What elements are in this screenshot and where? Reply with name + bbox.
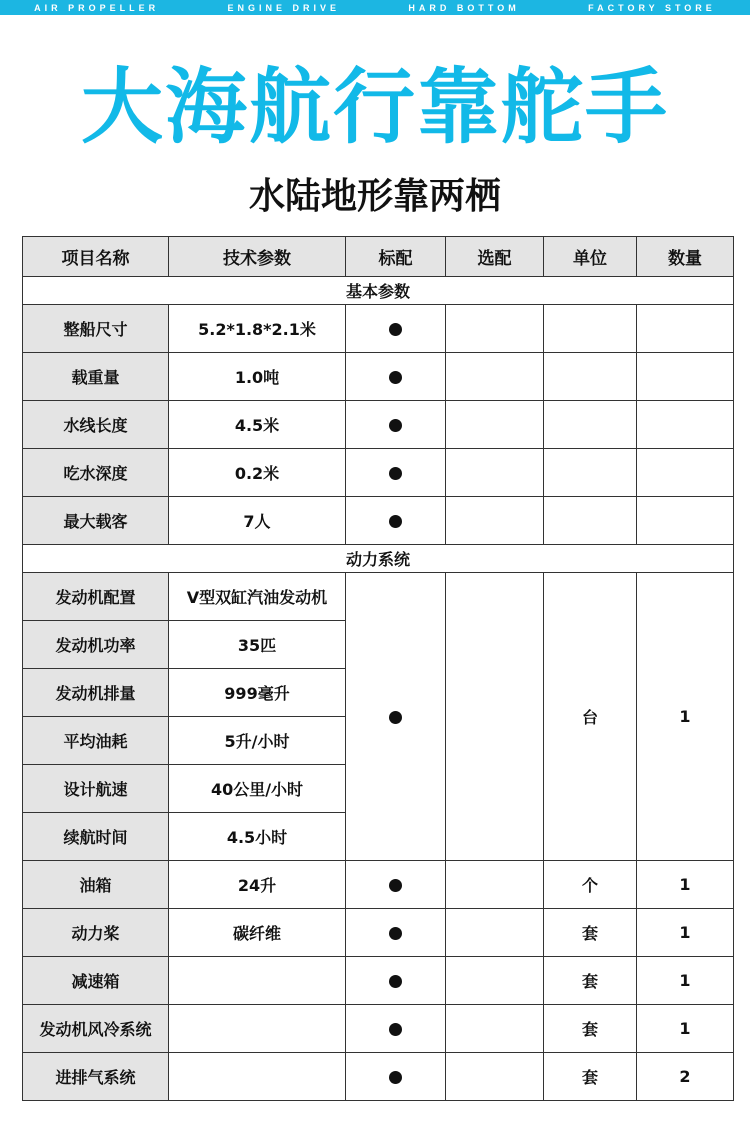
cell-qty: 2: [637, 1053, 734, 1101]
cell-name: 设计航速: [23, 765, 169, 813]
cell-unit: [544, 449, 637, 497]
standard-dot-icon: [389, 927, 402, 940]
cell-standard: [346, 401, 446, 449]
cell-optional: [446, 957, 544, 1005]
cell-unit: [544, 305, 637, 353]
cell-optional: [446, 497, 544, 545]
section-row-power: [23, 545, 734, 573]
cell-standard: [346, 497, 446, 545]
cell-unit: [544, 353, 637, 401]
cell-optional: [446, 353, 544, 401]
table-row: [23, 449, 734, 497]
cell-unit: 个: [544, 861, 637, 909]
cell-name: 水线长度: [23, 401, 169, 449]
cell-spec: 0.2米: [169, 449, 346, 497]
cell-unit-merged: 台: [544, 573, 637, 861]
standard-dot-icon: [389, 879, 402, 892]
cell-name: 最大载客: [23, 497, 169, 545]
cell-qty: 1: [637, 957, 734, 1005]
cell-spec: [169, 1005, 346, 1053]
banner-text-factory-store: FACTORY STORE: [588, 2, 716, 13]
table-row: [23, 957, 734, 1005]
cell-qty: [637, 401, 734, 449]
top-banner: [0, 0, 750, 15]
banner-text-air-propeller: AIR PROPELLER: [34, 2, 160, 13]
cell-spec: 7人: [169, 497, 346, 545]
cell-qty: [637, 305, 734, 353]
standard-dot-icon: [389, 515, 402, 528]
cell-name: 油箱: [23, 861, 169, 909]
cell-standard: [346, 353, 446, 401]
standard-dot-icon: [389, 419, 402, 432]
cell-standard: [346, 449, 446, 497]
cell-name: 发动机风冷系统: [23, 1005, 169, 1053]
standard-dot-icon: [389, 975, 402, 988]
cell-standard: [346, 1005, 446, 1053]
cell-standard: [346, 957, 446, 1005]
cell-spec: 35匹: [169, 621, 346, 669]
section-row-basic: [23, 277, 734, 305]
cell-unit: [544, 401, 637, 449]
cell-spec: 碳纤维: [169, 909, 346, 957]
table-row: [23, 1053, 734, 1101]
cell-name: 整船尺寸: [23, 305, 169, 353]
spec-table: [22, 236, 734, 1101]
table-row: [23, 909, 734, 957]
cell-unit: 套: [544, 909, 637, 957]
table-row: [23, 353, 734, 401]
cell-spec: 999毫升: [169, 669, 346, 717]
cell-optional: [446, 909, 544, 957]
cell-qty: 1: [637, 909, 734, 957]
sub-title: 水陆地形靠两栖: [248, 176, 501, 217]
section-title-basic: 基本参数: [23, 277, 734, 305]
cell-name: 续航时间: [23, 813, 169, 861]
cell-name: 发动机排量: [23, 669, 169, 717]
standard-dot-icon: [389, 467, 402, 480]
banner-text-engine-drive: ENGINE DRIVE: [227, 2, 341, 13]
cell-unit: 套: [544, 1005, 637, 1053]
cell-qty: 1: [637, 861, 734, 909]
table-row: [23, 573, 734, 621]
cell-spec: 4.5米: [169, 401, 346, 449]
banner-text-hard-bottom: HARD BOTTOM: [408, 2, 520, 13]
cell-name: 载重量: [23, 353, 169, 401]
table-row: [23, 401, 734, 449]
cell-name: 发动机配置: [23, 573, 169, 621]
cell-optional: [446, 305, 544, 353]
cell-qty: 1: [637, 1005, 734, 1053]
cell-name: 减速箱: [23, 957, 169, 1005]
cell-optional: [446, 401, 544, 449]
cell-spec: 5.2*1.8*2.1米: [169, 305, 346, 353]
cell-unit: [544, 497, 637, 545]
header-qty: 数量: [637, 237, 734, 277]
standard-dot-icon: [389, 1071, 402, 1084]
cell-unit: 套: [544, 957, 637, 1005]
cell-qty: [637, 497, 734, 545]
header-optional: 选配: [446, 237, 544, 277]
cell-spec: [169, 1053, 346, 1101]
cell-standard-merged: [346, 573, 446, 861]
cell-spec: [169, 957, 346, 1005]
table-row: [23, 1005, 734, 1053]
header-spec: 技术参数: [169, 237, 346, 277]
cell-standard: [346, 909, 446, 957]
cell-name: 平均油耗: [23, 717, 169, 765]
table-header-row: [23, 237, 734, 277]
cell-standard: [346, 305, 446, 353]
header-unit: 单位: [544, 237, 637, 277]
cell-name: 吃水深度: [23, 449, 169, 497]
cell-name: 进排气系统: [23, 1053, 169, 1101]
standard-dot-icon: [389, 371, 402, 384]
standard-dot-icon: [389, 323, 402, 336]
cell-qty: [637, 449, 734, 497]
cell-spec: V型双缸汽油发动机: [169, 573, 346, 621]
table-row: [23, 305, 734, 353]
cell-optional: [446, 449, 544, 497]
table-row: [23, 497, 734, 545]
table-row: [23, 861, 734, 909]
main-title: 大海航行靠舵手: [80, 60, 669, 155]
cell-optional: [446, 1053, 544, 1101]
cell-spec: 1.0吨: [169, 353, 346, 401]
cell-name: 动力桨: [23, 909, 169, 957]
cell-optional-merged: [446, 573, 544, 861]
cell-qty: [637, 353, 734, 401]
cell-qty-merged: 1: [637, 573, 734, 861]
cell-name: 发动机功率: [23, 621, 169, 669]
header-name: 项目名称: [23, 237, 169, 277]
cell-spec: 5升/小时: [169, 717, 346, 765]
standard-dot-icon: [389, 711, 402, 724]
header-standard: 标配: [346, 237, 446, 277]
cell-spec: 4.5小时: [169, 813, 346, 861]
section-title-power: 动力系统: [23, 545, 734, 573]
cell-optional: [446, 861, 544, 909]
cell-standard: [346, 1053, 446, 1101]
cell-standard: [346, 861, 446, 909]
cell-optional: [446, 1005, 544, 1053]
cell-spec: 40公里/小时: [169, 765, 346, 813]
standard-dot-icon: [389, 1023, 402, 1036]
cell-spec: 24升: [169, 861, 346, 909]
cell-unit: 套: [544, 1053, 637, 1101]
